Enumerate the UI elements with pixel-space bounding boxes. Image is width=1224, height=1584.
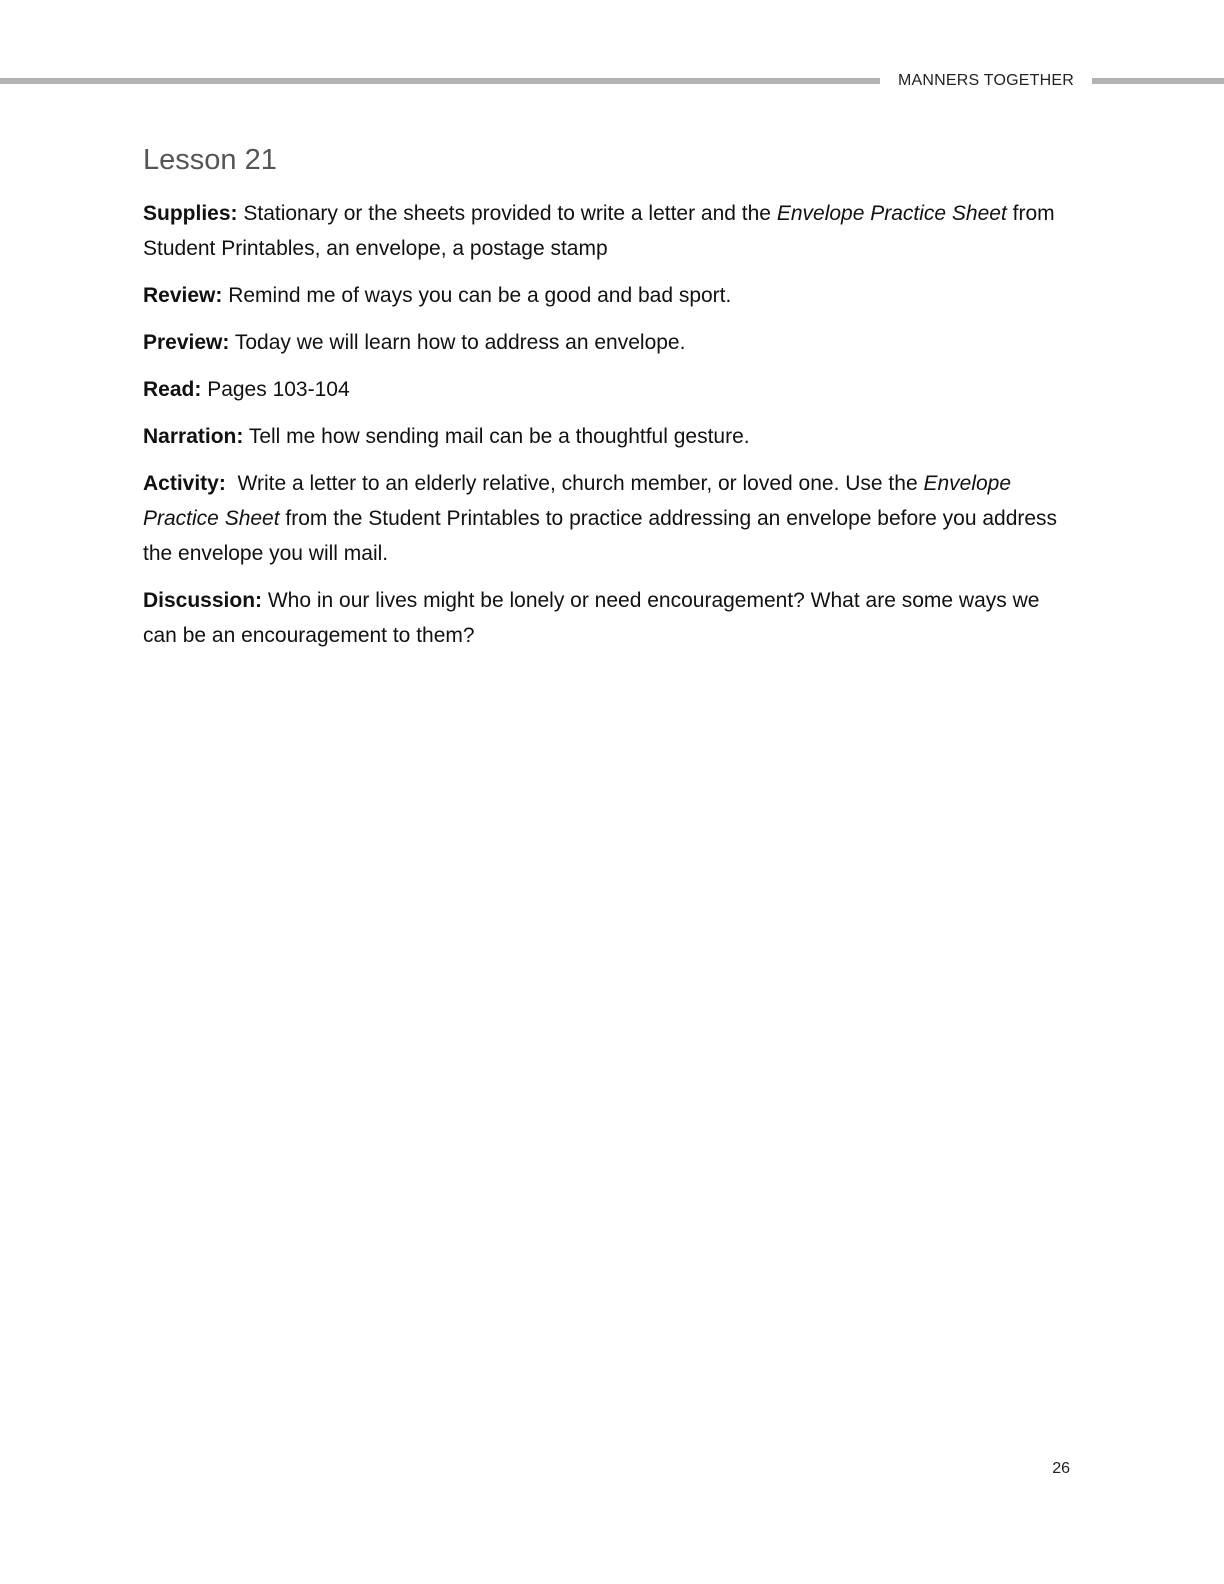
running-head: MANNERS TOGETHER: [898, 72, 1074, 89]
activity-text: Write a letter to an elderly relative, church member, or loved one. Use the: [225, 472, 924, 495]
supplies-text: Stationary or the sheets provided to write a letter and the: [237, 202, 777, 225]
preview-paragraph: [143, 325, 1078, 360]
activity-label: Activity:: [143, 472, 226, 495]
narration-paragraph: [143, 419, 1078, 454]
narration-text: Tell me how sending mail can be a thoughtful gesture.: [243, 425, 750, 448]
activity-paragraph: [143, 466, 1078, 571]
supplies-paragraph: [143, 196, 1078, 266]
read-label: Read:: [143, 378, 202, 401]
preview-label: Preview:: [143, 331, 230, 354]
activity-italic-title: Envelope Practice Sheet: [143, 472, 1017, 530]
discussion-label: Discussion:: [143, 589, 263, 612]
discussion-paragraph: [143, 583, 1078, 653]
activity-text-continued: from the Student Printables to practice addressing an envelope before you address the envelope you will mail.: [143, 507, 1063, 565]
header-rule-left: [0, 78, 880, 84]
supplies-italic-title: Envelope Practice Sheet: [776, 202, 1007, 225]
header-rule-right: [1092, 78, 1224, 84]
read-paragraph: [143, 372, 1078, 407]
review-text: Remind me of ways you can be a good and bad sport.: [222, 284, 732, 307]
supplies-label: Supplies:: [143, 202, 238, 225]
review-label: Review:: [143, 284, 223, 307]
lesson-title: Lesson 21: [143, 144, 277, 176]
narration-label: Narration:: [143, 425, 244, 448]
supplies-text-continued: from Student Printables, an envelope, a postage stamp: [143, 202, 1055, 260]
lesson-content: [143, 140, 1078, 665]
review-paragraph: [143, 278, 1078, 313]
preview-text: Today we will learn how to address an envelope.: [229, 331, 686, 354]
discussion-text: Who in our lives might be lonely or need encouragement? What are some ways we can be an encouragement to them?: [143, 589, 1040, 647]
read-text: Pages 103-104: [201, 378, 350, 401]
page-number: 26: [1052, 1460, 1070, 1477]
